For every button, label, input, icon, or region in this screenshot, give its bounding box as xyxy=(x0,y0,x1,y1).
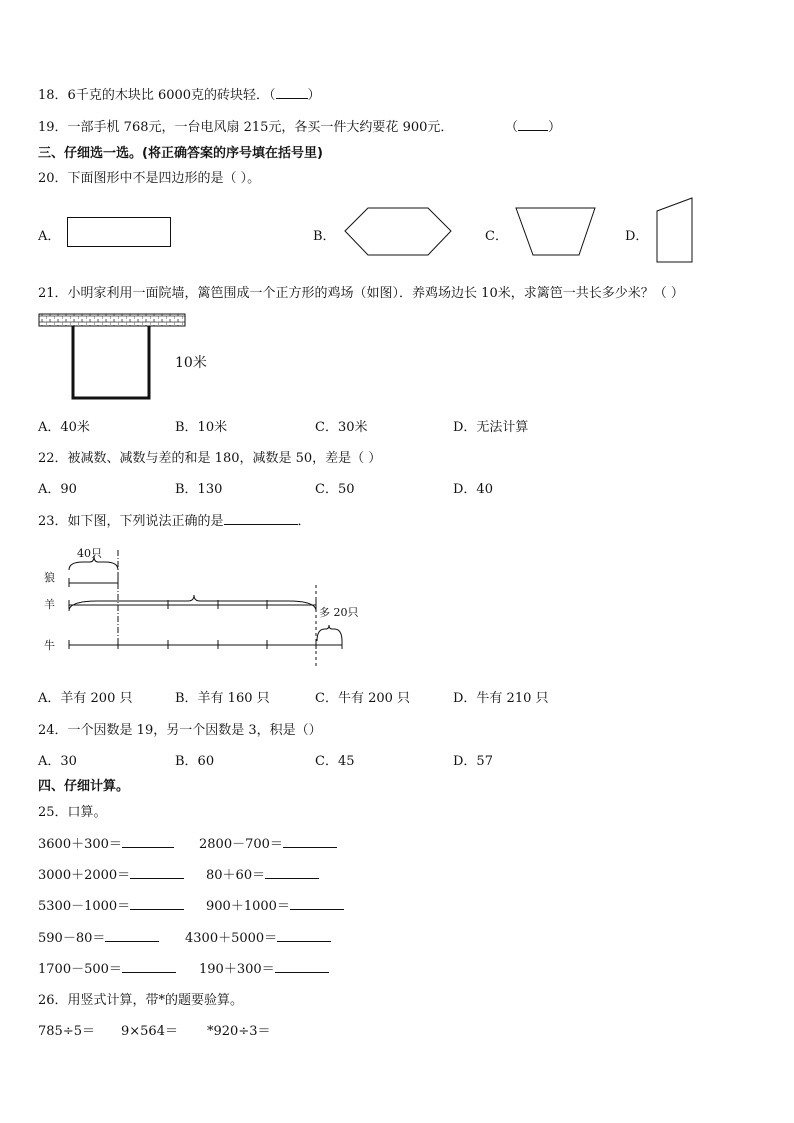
oral-answer-blank[interactable] xyxy=(275,960,329,973)
question-19-text: 19．一部手机 768元，一台电风扇 215元，各买一件大约要花 900元． xyxy=(38,120,454,135)
oral-answer-blank[interactable] xyxy=(130,866,184,879)
oral-problem: 4300＋5000＝ xyxy=(185,931,278,946)
oral-answer-blank[interactable] xyxy=(122,835,174,848)
question-21: 21．小明家利用一面院墙，篱笆围成一个正方形的鸡场（如图）．养鸡场边长 10米，求篱笆一共长多少米？（ ） xyxy=(38,286,684,301)
oral-answer-blank[interactable] xyxy=(122,960,176,973)
oral-answer-blank[interactable] xyxy=(105,929,159,942)
extra-count-label: 多 20只 xyxy=(319,606,359,619)
question-19-open: （ xyxy=(505,120,519,135)
q22-option-a[interactable]: A．90 xyxy=(38,482,77,497)
oral-answer-blank[interactable] xyxy=(283,835,337,848)
wolf-label: 狼 xyxy=(44,571,55,584)
answer-blank-23[interactable] xyxy=(224,512,298,525)
question-18-text: 18．6千克的木块比 6000克的砖块轻．（ xyxy=(38,88,276,103)
question-19 xyxy=(38,116,453,135)
q20-option-d[interactable]: D． xyxy=(625,229,649,244)
question-18 xyxy=(38,84,321,103)
q24-option-c[interactable]: C．45 xyxy=(315,754,355,769)
oral-row xyxy=(38,833,174,852)
q21-option-d[interactable]: D．无法计算 xyxy=(453,420,529,435)
oral-row xyxy=(38,864,184,883)
oral-row xyxy=(38,895,184,914)
q21-option-c[interactable]: C．30米 xyxy=(315,420,368,435)
oral-row xyxy=(206,895,344,914)
vertical-calc-1: 785÷5＝ xyxy=(38,1024,95,1039)
question-26: 26．用竖式计算，带*的题要验算。 xyxy=(38,993,244,1008)
question-19-close: ） xyxy=(548,120,562,135)
q22-option-c[interactable]: C．50 xyxy=(315,482,355,497)
question-23-text: 23．如下图，下列说法正确的是 xyxy=(38,514,224,529)
cow-label: 牛 xyxy=(44,639,55,652)
q21-option-b[interactable]: B．10米 xyxy=(175,420,228,435)
hexagon-shape xyxy=(344,207,452,257)
vertical-calc-2: 9×564＝ xyxy=(121,1024,178,1039)
q20-option-c[interactable]: C． xyxy=(485,229,508,244)
q22-option-d[interactable]: D．40 xyxy=(453,482,493,497)
q20-option-b[interactable]: B． xyxy=(313,229,336,244)
oral-problem: 900＋1000＝ xyxy=(206,899,290,914)
q24-option-a[interactable]: A．30 xyxy=(38,754,77,769)
oral-answer-blank[interactable] xyxy=(290,897,344,910)
oral-answer-blank[interactable] xyxy=(277,929,331,942)
question-19-paren xyxy=(505,116,561,135)
oral-row xyxy=(199,833,337,852)
section-4-heading: 四、仔细计算。 xyxy=(38,779,130,794)
q21-option-a[interactable]: A．40米 xyxy=(38,420,90,435)
q24-option-b[interactable]: B．60 xyxy=(175,754,215,769)
answer-blank-18[interactable] xyxy=(276,86,308,99)
oral-problem: 3600＋300＝ xyxy=(38,837,122,852)
q23-option-c[interactable]: C．牛有 200 只 xyxy=(315,691,411,706)
rectangle-shape xyxy=(67,217,171,247)
section-3-heading: 三、仔细选一选。(将正确答案的序号填在括号里) xyxy=(38,146,323,161)
chicken-yard-figure xyxy=(38,313,188,401)
oral-row xyxy=(38,927,159,946)
question-23-end: ． xyxy=(297,514,311,529)
question-22: 22．被减数、减数与差的和是 180，减数是 50，差是（ ） xyxy=(38,451,382,466)
oral-answer-blank[interactable] xyxy=(130,897,184,910)
right-trapezoid-shape xyxy=(656,197,694,263)
oral-problem: 590－80＝ xyxy=(38,931,106,946)
trapezoid-shape xyxy=(515,207,597,257)
oral-row xyxy=(206,864,319,883)
oral-problem: 3000＋2000＝ xyxy=(38,868,131,883)
oral-problem: 5300－1000＝ xyxy=(38,899,131,914)
q23-option-d[interactable]: D．牛有 210 只 xyxy=(453,691,549,706)
question-25: 25．口算。 xyxy=(38,805,107,820)
q23-option-b[interactable]: B．羊有 160 只 xyxy=(175,691,270,706)
question-23 xyxy=(38,510,311,529)
oral-problem: 2800－700＝ xyxy=(199,837,283,852)
oral-row xyxy=(185,927,331,946)
sheep-label: 羊 xyxy=(44,598,55,611)
q23-option-a[interactable]: A．羊有 200 只 xyxy=(38,691,133,706)
oral-row xyxy=(38,958,176,977)
oral-problem: 80＋60＝ xyxy=(206,868,266,883)
wolf-count-label: 40只 xyxy=(77,547,102,560)
answer-blank-19[interactable] xyxy=(518,118,548,131)
oral-row xyxy=(199,958,329,977)
figure-side-label: 10米 xyxy=(175,355,207,371)
oral-problem: 190＋300＝ xyxy=(199,962,275,977)
question-24: 24．一个因数是 19，另一个因数是 3，积是（） xyxy=(38,723,322,738)
oral-problem: 1700－500＝ xyxy=(38,962,122,977)
vertical-calc-3: *920÷3＝ xyxy=(207,1024,271,1039)
q20-option-a[interactable]: A． xyxy=(38,229,61,244)
oral-answer-blank[interactable] xyxy=(265,866,319,879)
q24-option-d[interactable]: D．57 xyxy=(453,754,493,769)
question-20: 20．下面图形中不是四边形的是（ ）。 xyxy=(38,171,261,186)
q22-option-b[interactable]: B．130 xyxy=(175,482,223,497)
question-18-close: ） xyxy=(307,88,321,103)
